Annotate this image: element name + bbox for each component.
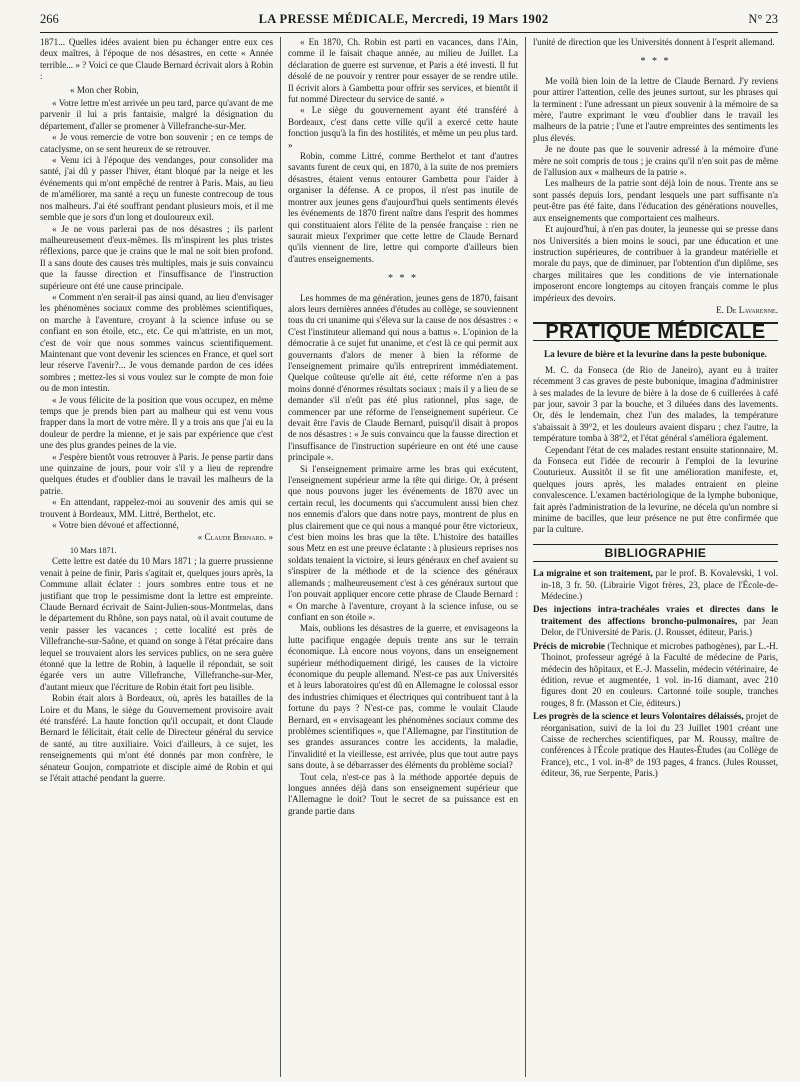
letter-paragraph: « J'espère bientôt vous retrouver à Paris. Je pense partir dans une quinzaine de jours, pour voir s'il y a lieu de reprendre quelques études et d'oublier dans le travail les malheurs de la patrie. bbox=[40, 451, 273, 496]
page-header bbox=[40, 12, 778, 33]
article-author: E. De Lavarenne. bbox=[716, 304, 778, 315]
section-separator: * * * bbox=[388, 273, 418, 285]
letter-signature: « Claude Bernard. » bbox=[197, 532, 273, 543]
section-rubric: PRATIQUE MÉDICALE bbox=[533, 322, 778, 340]
journal-title: LA PRESSE MÉDICALE, Mercredi, 19 Mars 1902 bbox=[258, 12, 549, 26]
paragraph: « Le siège du gouvernement ayant été transféré à Bordeaux, c'est dans cette ville qu'il a exercé cette haute fonction jusqu'à la fin des hostilités, et même un peu plus tard. » bbox=[288, 105, 518, 150]
bibliography-entry-title: Précis de microbie bbox=[533, 640, 605, 651]
bibliography-entry bbox=[533, 641, 778, 709]
bibliography-entry bbox=[533, 711, 778, 779]
paragraph: Et aujourd'hui, à n'en pas douter, la jeunesse qui se presse dans nos Universités a bien moins le souci, par une éducation et une instruction supérieures, de contribuer à la grandeur matérielle et morale du pays, que de diminuer, par l'obtention d'un diplôme, ses charges militaires que les conditions de vie internationale imposeront encore longtemps au citoyen français comme le plus impérieux des devoirs. bbox=[533, 224, 778, 303]
letter-paragraph: « Je vous félicite de la position que vous occupez, en même temps que je prends bien part au malheur qui est venu vous frapper dans la mort de votre mère. Il y a trois ans que j'ai eu la douleur de perdre la mienne, et je sais par expérience que c'est une des plus grandes peines de la vie. bbox=[40, 394, 273, 451]
column-1 bbox=[40, 37, 280, 1077]
bibliography-entry bbox=[533, 568, 778, 602]
paragraph: Cependant l'état de ces malades restant ensuite stationnaire, M. da Fonseca eut l'idée de recourir à l'emploi de la levurine Couturieux. Aussitôt il se fit une amélioration manifeste, et, quelques jours après, les malades entraient en pleine convalescence. L'examen bactériologique de la lymphe bubonique, fait après l'administration de la levurine, ne décela qu'un nombre si minime de bacilles, que leur présence ne put être confirmée que par la culture. bbox=[533, 444, 778, 535]
letter-date: 10 Mars 1871. bbox=[70, 545, 117, 555]
paragraph: Tout cela, n'est-ce pas à la méthode apportée depuis de longues années déjà dans son enseignement supérieur que l'Allemagne le doit? Tout le secret de sa puissance est en grande partie dans bbox=[288, 771, 518, 816]
column-2 bbox=[280, 37, 525, 1077]
bibliography-heading: BIBLIOGRAPHIE bbox=[533, 544, 778, 562]
issue-number: N° 23 bbox=[748, 12, 778, 26]
bibliography-entry-details: par Jean Delor, de l'Université de Paris. (J. Rousset, éditeur, Paris.) bbox=[541, 615, 778, 638]
paragraph: Mais, oublions les désastres de la guerre, et envisageons la lutte pacifique engagée depuis trente ans sur le terrain économique. Là encore nous voyons, dans un enseignement supérieur méthodiquement dirigé, les causes de la victoire économique du peuple allemand. N'est-ce pas aux Universités et à leurs laboratoires qu'est dû en Allemagne le colossal essor des industries chimiques et électriques qui contribuent tant à la fortune du pays ? N'est-ce pas, comme le voulait Claude Bernard, en « envisageant les phénomènes sociaux comme des problèmes scientifiques », que l'Allemagne, par l'institution de ses grandes assurances contre les accidents, la maladie, l'invalidité et la vieillesse, est arrivée, plus que tout autre pays sans doute, à se débarrasser des éléments du problème social? bbox=[288, 623, 518, 771]
bibliography-entry-title: Des injections intra-trachéales vraies et directes dans le traitement des affections broncho-pulmonaires, bbox=[533, 604, 778, 626]
paragraph: Les hommes de ma génération, jeunes gens de 1870, faisant alors leurs dernières années d'études au collège, se souviennent tous du cri unanime qui s'éleva sur la cause de nos désastres : « C'est l'instituteur allemand qui nous a battus ». L'opinion de la démocratie à ce sujet fut unanime, et c'est là ce qui permit aux gouvernants d'alors de mener à bien la réforme de l'enseignement primaire qu'ils entreprirent immédiatement. Quelque coûteuse qu'elle ait été, cette réforme n'en a pas moins donné d'énormes résultats sociaux ; mais il y a lieu de se demander s'il n'eût pas été plus rationnel, plus sage, de commencer par une réforme de l'enseignement supérieur. Ce devait être l'avis de Claude Bernard, puisqu'il disait à propos de nos désastres : « Je suis convaincu que la fausse direction et l'insuffisance de l'instruction supérieure en ont été une cause principale ». bbox=[288, 292, 518, 463]
paragraph: Les malheurs de la patrie sont déjà loin de nous. Trente ans se sont passés depuis lors, pendant lesquels une part suffisante n'a peut-être pas été faite, dans l'éducation des générations nouvelles, aux enseignements que comportaient ces malheurs. bbox=[533, 178, 778, 223]
letter-paragraph: « Votre lettre m'est arrivée un peu tard, parce qu'avant de me parvenir il lui a pris fantaisie, malgré la désignation du département, d'aller se promener à Villefranche-sur-Mer. bbox=[40, 98, 273, 131]
letter-paragraph: « Venu ici à l'époque des vendanges, pour consolider ma santé, j'ai dû y passer l'hiver, étant bloqué par la neige et les événements qui m'ont empêché de rentrer à Paris. Mais, au lieu de m'améliorer, ma santé a reçu un funeste contrecoup de tous nos malheurs. J'ai été souffrant pendant plusieurs mois, et il me semble que je sors d'un long et douloureux exil. bbox=[40, 155, 273, 223]
section-separator: * * * bbox=[640, 56, 671, 68]
paragraph: M. C. da Fonseca (de Rio de Janeiro), ayant eu à traiter récemment 3 cas graves de peste bubonique, imagina d'administrer à ses malades de la levure de bière à la dose de 6 cuillerées à café par jour, savoir 3 par la bouche, et 3 diluées dans des lavements. Or, dès le lendemain, chez l'un des malades, la température s'abaissait à 39°2, et les douleurs avaient disparu ; chez l'autre, la température tomba à 38°2, et l'état général s'améliora également. bbox=[533, 364, 778, 444]
paragraph: Robin, comme Littré, comme Berthelot et tant d'autres savants furent de ceux qui, en 1870, à la suite de nos premiers désastres, étaient venus entourer Gambetta pour l'aider à organiser la défense. A ce propos, il n'est pas inutile de montrer aux jeunes gens d'aujourd'hui quels sentiments élevés les événements de 1870 firent naître dans l'esprit des hommes qui constituaient alors l'élite de la pensée française : rien ne saurait mieux l'exprimer que cette lettre de Claude Bernard qu'ils viennent de lire, lettre qui comporte d'ailleurs bien d'autres enseignements. bbox=[288, 151, 518, 264]
paragraph: 1871... Quelles idées avaient bien pu échanger entre eux ces deux maîtres, à l'époque de nos désastres, en cette « Année terrible... » ? Voici ce que Claude Bernard écrivait alors à Robin : bbox=[40, 37, 273, 82]
article-title: La levure de bière et la levurine dans la peste bubonique. bbox=[544, 348, 767, 359]
paragraph: Je ne doute pas que le souvenir adressé à la mémoire d'une mère ne soit compris de tous ; je crains qu'il n'en soit pas de même de l'allusion aux « malheurs de la patrie ». bbox=[533, 144, 778, 178]
paragraph: Si l'enseignement primaire arme les bras qui exécutent, l'enseignement supérieur arme la tête qui dirige. Or, à présent que nous pouvons juger les événements de 1870 avec un certain recul, les documents qui s'accumulent aussi bien chez nos ennemis d'alors que dans notre pays, montrent de plus en plus clairement que ce qui nous a manqué pour être victorieux, c'est bien moins les bras que la tête. L'histoire des batailles sous Metz en est une preuve éclatante : à plusieurs reprises nos soldats tenaient la victoire, si leurs généraux en chef avaient su s'inspirer de la méthode et de la science des généraux allemands ; malheureusement c'est à ces généraux surtout que l'on pouvait appliquer encore cette phrase de Claude Bernard : « On marche à l'aventure, croyant à la science infuse, ou se confiant en son étoile ». bbox=[288, 463, 518, 622]
bibliography-entry-title: La migraine et son traitement, bbox=[533, 568, 653, 579]
letter-paragraph: « Je ne vous parlerai pas de nos désastres ; ils parlent malheureusement d'eux-mêmes. Ils m'inspirent les plus tristes réflexions, parce que je crains que le mal ne soit bien profond. Il a sans doute des causes très multiples, mais je suis convaincu que la fausse direction et l'insuffisance de l'instruction supérieure ont été une cause principale. bbox=[40, 223, 273, 291]
column-3 bbox=[525, 37, 778, 1077]
bibliography-entry-title: Les progrès de la science et leurs Volontaires délaissés, bbox=[533, 711, 744, 722]
page-number: 266 bbox=[40, 12, 59, 26]
letter-paragraph: « En attendant, rappelez-moi au souvenir des amis qui se trouvent à Bordeaux, MM. Littré, Berthelot, etc. bbox=[40, 497, 273, 519]
letter-salutation: « Mon cher Robin, bbox=[70, 84, 139, 95]
bibliography-entry-details: projet de réorganisation, suivi de la loi du 23 Juillet 1901 créant une Caisse de recherches scientifiques, par M. Roussy, maître de conférences à l'École pratique des Hautes-Études (au Collège de France), etc., 1 vol. in-8° de 193 pages, 4 francs. (Jules Rousset, éditeur, 36, rue Serpente, Paris.) bbox=[541, 711, 778, 779]
paragraph: Robin était alors à Bordeaux, où, après les batailles de la Loire et du Mans, le siège du Gouvernement provisoire avait été transféré. La haute fonction qu'il occupait, et dont Claude Bernard le félicitait, était celle de Directeur général du service de santé, au titre auxiliaire. Voici d'ailleurs, à ce sujet, les renseignements qui m'ont été donnés par mon confrère, le sénateur Goujon, compatriote et disciple aimé de Robin et qui se l'était attaché pendant la guerre. bbox=[40, 693, 273, 783]
bibliography-entry-details: par le prof. B. Kovalevski, 1 vol. in-18, 3 fr. 50. (Librairie Vigot frères, 23, place de l'École-de-Médecine.) bbox=[541, 568, 778, 602]
bibliography-entry-details: (Technique et microbes pathogènes), par L.-H. Thoinot, professeur agrégé à la Faculté de médecine de Paris, médecin des hôpitaux, et E.-J. Masselin, médecin vétérinaire, 4e édition, revue et augmentée, 1 vol. in-16 diamant, avec 210 figures dont 20 en couleurs. Cartonné toile souple, tranches rouges, 8 fr. (Masson et Cie, éditeurs.) bbox=[541, 640, 778, 708]
bibliography-entry bbox=[533, 604, 778, 638]
letter-closing: « Votre bien dévoué et affectionné, bbox=[52, 520, 179, 531]
paragraph: Me voilà bien loin de la lettre de Claude Bernard. J'y reviens pour attirer l'attention, celle des jeunes surtout, sur les phrases qui la terminent : l'une adressant un pieux souvenir à la mémoire de sa mère, l'autre exprimant le vœu d'oublier dans le travail les malheurs de la patrie ; l'une et l'autre empreintes des sentiments les plus élevés. bbox=[533, 75, 778, 143]
columns bbox=[40, 37, 778, 1077]
letter-paragraph: « Je vous remercie de votre bon souvenir ; en ce temps de cataclysme, on se sent heureux de se retrouver. bbox=[40, 132, 273, 154]
paragraph: l'unité de direction que les Universités donnent à l'esprit allemand. bbox=[533, 37, 775, 47]
paragraph: « En 1870, Ch. Robin est parti en vacances, dans l'Ain, comme il le faisait chaque année, au milieu de Juillet. La déclaration de guerre est survenue, et Paris a été investi. Il fut désolé de ne pouvoir y rentrer pour essayer de se rendre utile. Il écrivit alors à Gambetta pour offrir ses services, et bientôt il fut nommé Directeur du service de santé. » bbox=[288, 37, 518, 105]
paragraph: Cette lettre est datée du 10 Mars 1871 ; la guerre prussienne venait à peine de finir, Paris s'agitait et, quelques jours après, la Commune allait éclater : jours sombres entre tous et ne justifiant que trop le pessimisme dont la lettre est empreinte. Claude Bernard écrivait de Saint-Julien-sous-Montmelas, dans le département du Rhône, son pays natal, où il avait coutume de venir passer les vacances ; cette localité est près de Villefranche-sur-Saône, et quand on songe à l'état précaire dans lequel se trouvaient alors les services publics, on ne sera guère étonné que la lettre de Robin, à laquelle il répondait, se soit égarée vers un autre Villefranche, Villefranche-sur-Mer, d'autant mieux que l'écriture de Robin était fort peu lisible. bbox=[40, 556, 273, 692]
letter-paragraph: « Comment n'en serait-il pas ainsi quand, au lieu d'envisager les phénomènes sociaux comme des problèmes scientifiques, on marche à l'aventure, croyant à la science infuse ou se confiant en son étoile, etc., etc. Ce qui m'attriste, en un mot, c'est de voir que nous sommes vaincus scientifiquement. Maintenant que vont devenir les sciences en France, et quel sort leur réserve l'avenir?... Je vous demande pardon de ces idées sombres ; mettez-les si vous voulez sur le compte de mon foie ou de mon intestin. bbox=[40, 291, 273, 394]
